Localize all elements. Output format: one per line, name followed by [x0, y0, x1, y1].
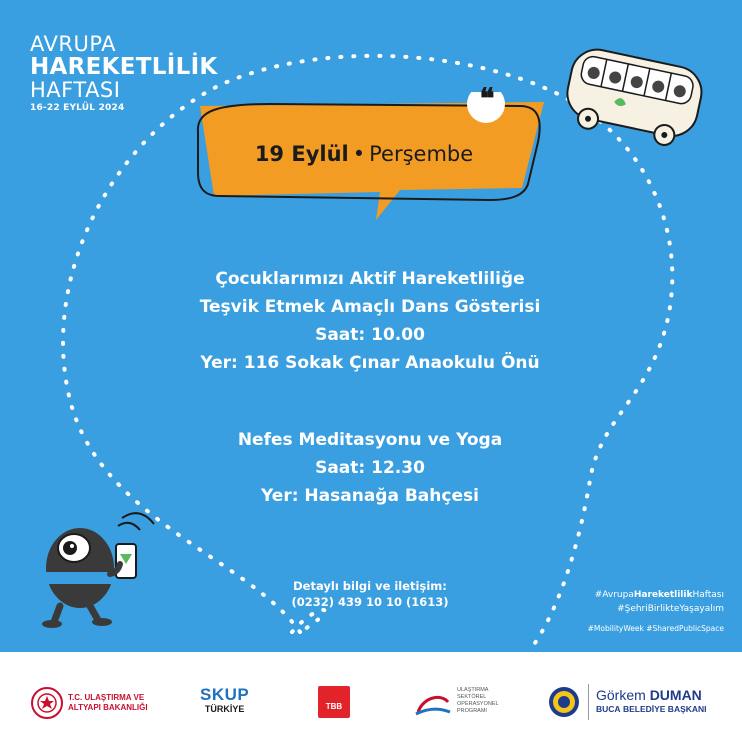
campaign-line3: HAFTASI	[30, 78, 121, 102]
skup-logo	[200, 686, 249, 715]
banner-separator: •	[352, 142, 366, 166]
banner-date: 19 Eylül	[254, 142, 349, 166]
hashtag-1-bold: Hareketlilik	[633, 590, 693, 600]
hashtags	[588, 588, 724, 636]
buca-emblem-icon	[548, 686, 580, 718]
skup-sub: TÜRKİYE	[204, 704, 245, 714]
hashtag-3[interactable]: #MobilityWeek #SharedPublicSpace	[587, 624, 724, 633]
program-line4: PROGRAMI	[457, 708, 487, 714]
contact-info	[250, 578, 490, 610]
program-line2: SEKTÖREL	[457, 694, 487, 700]
event-1-time: Saat: 10.00	[315, 325, 425, 345]
mayor-first-name: Görkem	[596, 687, 646, 703]
campaign-line1: AVRUPA	[30, 32, 117, 56]
ministry-name	[68, 693, 148, 713]
campaign-dates: 16-22 EYLÜL 2024	[30, 103, 125, 113]
footer-divider	[588, 684, 589, 720]
skup-logo-text: SKUP	[200, 685, 250, 704]
hashtag-2[interactable]: #ŞehriBirlikteYaşayalım	[617, 604, 724, 614]
hashtag-1-prefix: #Avrupa	[594, 590, 634, 600]
hashtag-1-suffix: Haftası	[692, 590, 724, 600]
event-1-title-line1: Çocuklarımızı Aktif Hareketliliğe	[215, 269, 525, 289]
quote-icon: ❝	[479, 82, 495, 115]
campaign-line2: HAREKETLİLİK	[30, 54, 218, 80]
footer-logos	[0, 652, 742, 744]
ministry-emblem-icon	[30, 686, 64, 720]
event-2-title: Nefes Meditasyonu ve Yoga	[237, 430, 503, 450]
contact-label: Detaylı bilgi ve iletişim:	[293, 579, 447, 593]
mayor-last-name: DUMAN	[649, 687, 702, 703]
mayor-signature	[596, 688, 707, 716]
event-2-time: Saat: 12.30	[315, 458, 425, 478]
ministry-line2: ALTYAPI BAKANLIĞI	[68, 703, 148, 712]
mayor-role: BELEDİYE BAŞKANI	[622, 704, 707, 714]
program-line1: ULAŞTIRMA	[457, 687, 489, 693]
banner-date-text	[205, 142, 523, 166]
tbb-logo	[318, 686, 350, 718]
ministry-line1: T.C. ULAŞTIRMA VE	[68, 693, 145, 702]
event-1-title-line2: Teşvik Etmek Amaçlı Dans Gösterisi	[199, 297, 541, 317]
program-line3: OPERASYONEL	[457, 701, 499, 707]
event-1	[140, 265, 600, 377]
event-2-place: Yer: Hasanağa Bahçesi	[261, 486, 479, 506]
mayor-role-bold: BUCA	[596, 704, 621, 714]
program-logo-icon	[414, 692, 452, 718]
banner-day: Perşembe	[369, 142, 474, 166]
tbb-logo-text: TBB	[325, 702, 343, 711]
event-2	[140, 426, 600, 510]
bus-illustration	[560, 40, 710, 150]
event-1-place: Yer: 116 Sokak Çınar Anaokulu Önü	[200, 353, 540, 373]
hashtag-1[interactable]	[588, 588, 724, 602]
program-name	[457, 687, 499, 715]
contact-phone[interactable]: (0232) 439 10 10 (1613)	[291, 595, 449, 609]
mascot-illustration	[30, 508, 160, 630]
